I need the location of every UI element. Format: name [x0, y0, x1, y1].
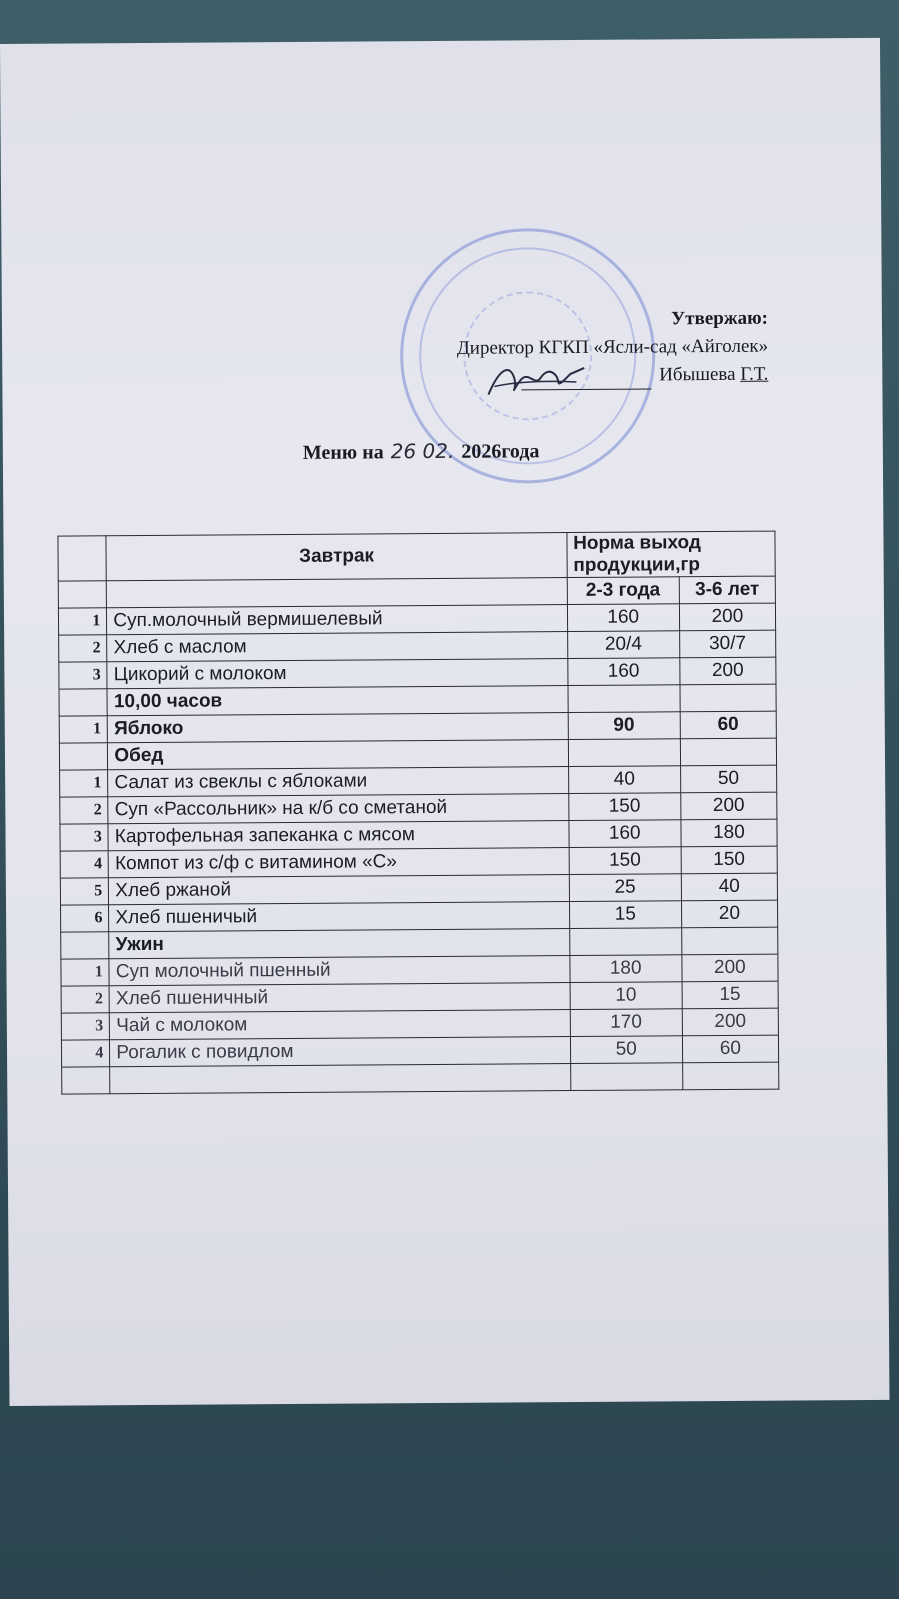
dish-name: Суп молочный пшенный: [109, 956, 570, 986]
dinner-v1-cell: [569, 928, 681, 956]
portion-3-6: 50: [680, 765, 776, 793]
dish-name: Хлеб пшеничый: [109, 902, 570, 932]
portion-3-6: 30/7: [679, 630, 775, 658]
row-number: 1: [60, 770, 109, 797]
portion-2-3: 170: [570, 1009, 682, 1037]
final-v1-cell: [570, 1063, 682, 1091]
portion-2-3: 40: [568, 766, 680, 794]
header-age-2-3: 2-3 года: [567, 577, 679, 605]
breakfast-section: [58, 603, 776, 689]
menu-table: [57, 531, 779, 1095]
portion-2-3: 160: [567, 604, 679, 632]
row-number: 4: [61, 1040, 110, 1067]
header-norm: Норма выход продукции,гр: [567, 531, 776, 577]
row-number: 1: [61, 959, 110, 986]
row-number: 5: [60, 878, 109, 905]
dinner-section: [61, 954, 779, 1067]
header-num-cell: [58, 536, 107, 581]
portion-2-3: 160: [567, 658, 679, 686]
portion-3-6: 20: [681, 900, 777, 928]
dish-name: Чай с молоком: [110, 1010, 571, 1040]
row-number: 6: [61, 905, 110, 932]
dish-name: Хлеб пшеничный: [109, 983, 570, 1013]
approver-initials: Г.Т.: [740, 363, 769, 385]
portion-3-6: 200: [680, 792, 776, 820]
portion-2-3: 15: [569, 901, 681, 929]
menu-sheet: [0, 38, 889, 1406]
portion-3-6: 200: [682, 1008, 778, 1036]
menu-date-handwritten: 26 02.: [390, 438, 455, 464]
approver-surname: Ибышева: [659, 363, 736, 386]
portion-3-6: 15: [682, 981, 778, 1009]
age-num-cell: [58, 581, 107, 608]
snack-v2-cell: [680, 684, 776, 712]
row-number: 4: [60, 851, 109, 878]
portion-2-3: 20/4: [567, 631, 679, 659]
portion-2-3: 50: [570, 1036, 682, 1064]
portion-2-3: 10: [570, 982, 682, 1010]
lunch-v2-cell: [680, 738, 776, 766]
dish-name: Салат из свеклы с яблоками: [108, 767, 569, 797]
menu-title-suffix: 2026года: [461, 440, 540, 463]
dinner-num-cell: [61, 932, 110, 959]
portion-2-3: 25: [569, 874, 681, 902]
snack-title: 10,00 часов: [107, 686, 568, 716]
dish-name: Суп.молочный вермишелевый: [107, 605, 568, 635]
row-number: 3: [60, 824, 109, 851]
portion-2-3: 150: [569, 847, 681, 875]
empty-final-row: [62, 1062, 779, 1094]
snack-num-cell: [59, 689, 108, 716]
table-header-row: [58, 531, 775, 581]
handwritten-signature: [480, 356, 590, 407]
lunch-v1-cell: [568, 739, 680, 767]
dish-name: Картофельная запеканка с мясом: [108, 821, 569, 851]
menu-date-title: [303, 438, 540, 465]
portion-3-6: 40: [681, 873, 777, 901]
approval-heading: Утвержаю:: [671, 307, 769, 330]
portion-3-6: 200: [679, 603, 775, 631]
lunch-num-cell: [59, 743, 108, 770]
lunch-title: Обед: [108, 740, 569, 770]
header-age-3-6: 3-6 лет: [679, 576, 775, 604]
dinner-title: Ужин: [109, 929, 570, 959]
row-number: 3: [61, 1013, 110, 1040]
portion-3-6: 60: [680, 711, 776, 739]
portion-3-6: 150: [681, 846, 777, 874]
portion-2-3: 150: [568, 793, 680, 821]
final-num-cell: [62, 1067, 111, 1094]
approval-position: Директор КГКП «Ясли-сад «Айголек»: [456, 335, 769, 359]
header-meal: Завтрак: [106, 533, 567, 581]
portion-3-6: 60: [682, 1035, 778, 1063]
row-number: 2: [61, 986, 110, 1013]
final-name-cell: [110, 1064, 571, 1094]
dish-name: Цикорий с молоком: [107, 659, 568, 689]
lunch-section: [60, 765, 778, 932]
portion-3-6: 200: [682, 954, 778, 982]
dish-name: Яблоко: [108, 713, 569, 743]
dish-name: Хлеб ржаной: [109, 875, 570, 905]
menu-title-prefix: Меню на: [302, 441, 384, 464]
dish-name: Хлеб с маслом: [107, 632, 568, 662]
portion-3-6: 180: [681, 819, 777, 847]
dish-name: Суп «Рассольник» на к/б со сметаной: [108, 794, 569, 824]
portion-2-3: 160: [569, 820, 681, 848]
snack-v1-cell: [568, 685, 680, 713]
portion-2-3: 90: [568, 712, 680, 740]
portion-3-6: 200: [680, 657, 776, 685]
dish-name: Компот из с/ф с витамином «С»: [108, 848, 569, 878]
age-name-cell: [107, 578, 568, 608]
row-number: 2: [60, 797, 109, 824]
dish-name: Рогалик с повидлом: [110, 1037, 571, 1067]
row-number: 3: [59, 662, 108, 689]
dinner-v2-cell: [681, 927, 777, 955]
final-v2-cell: [682, 1062, 778, 1090]
row-number: 1: [58, 608, 107, 635]
portion-2-3: 180: [570, 955, 682, 983]
row-number: 2: [59, 635, 108, 662]
row-number: 1: [59, 716, 108, 743]
